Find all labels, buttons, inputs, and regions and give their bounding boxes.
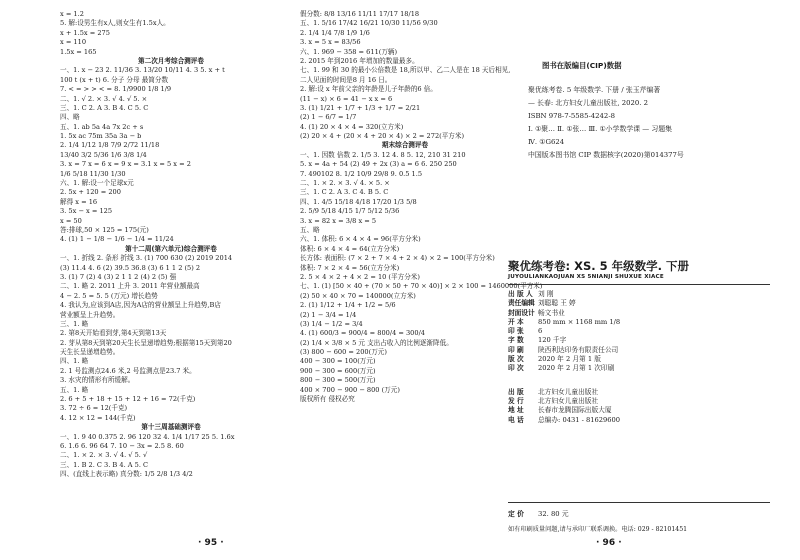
answer-line: 4. 12 × 12 = 144(千克) [60,413,136,422]
answer-line: 2. 5x + 120 = 200 [60,188,121,197]
colophon-row [508,299,770,308]
colophon-value: 6 [538,327,543,336]
cip-title: 图书在版编目(CIP)数据 [542,61,622,70]
answer-line: 二、1. × 2. × 3. √ 4. × 5. × [300,179,390,188]
answer-line: 七、1. 99 和 30 的最小公倍数是 18,所以甲、乙二人是在 18 天后相见, [300,66,511,75]
answer-line: 3. x = 7 x = 6 x = 9 x = 3.1 x = 5 x = 2 [60,160,191,169]
answer-line: (11 − x) × 6 = 41 − x x = 6 [300,94,393,103]
answer-line: (3) 800 − 600 = 200(万元) [300,348,387,357]
colophon-label: 发 行 [508,396,524,405]
answer-line: 900 − 300 = 600(万元) [300,366,376,375]
page-number-left: · 95 · [198,538,224,548]
answer-line: 6. 1.6 6. 96 64 7. 10 − 3x = 2.5 8. 60 [60,441,184,450]
colophon-row [508,388,770,397]
colophon-value: 850 mm × 1168 mm 1/8 [538,317,621,326]
colophon-label: 开 本 [508,317,524,326]
answer-line: 800 − 300 = 500(万元) [300,376,376,385]
answer-line: x = 1.2 [60,10,84,18]
answer-line: 体积: 7 × 2 × 4 = 56(立方分米) [300,263,400,272]
answer-line: 六、1. 969 − 358 = 611(万辆) [300,47,398,56]
answer-line: 五、1. 5/16 17/42 16/21 10/30 11/56 9/30 [300,19,438,28]
answer-line: 3. 水灾的情形有所缓解。 [60,376,135,385]
colophon-label: 责任编辑 [508,299,535,308]
colophon-label: 地 址 [508,406,524,415]
colophon-value: 刘 刚 [538,290,554,298]
answer-line: 三、1. B 2. C 3. B 4. A 5. C [60,460,149,469]
answer-line: (2) 50 × 40 × 70 = 140000(立方米) [300,291,416,300]
answer-line: x = 50 [60,216,82,225]
answer-line: 二、1. 略 2. 2011 上升 3. 2011 年营业额最高 [60,282,200,291]
answer-line: 三、1. 略 [60,319,89,328]
answer-line: 五、1. ab 5a 4a 7x 2c + s [60,122,144,131]
answer-line: 1. 5x ac 75m 35a 3a − b [60,132,142,141]
price-label: 定 价 [508,510,524,518]
answer-line: 400 − 300 = 100(万元) [300,357,376,366]
answer-line: 一、1. 因数 倍数 2. 1/5 3. 12 4. 8 5. 12, 210 31 210 [300,150,466,159]
answer-line: 2. 1 号监测点24.6 米,2 号监测点是23.7 米。 [60,366,196,375]
answer-line: 2. 5/9 5/18 4/15 1/7 5/12 5/36 [300,207,400,216]
colophon-value: 2020 年 2 月第 1 次印刷 [538,364,615,373]
colophon-row [508,364,770,373]
section-heading: 期末综合测评卷 [381,141,429,150]
section-heading: 第十三周基础测评卷 [141,423,201,432]
colophon-label: 字 数 [508,336,524,345]
answer-line: 7. 490102 8. 1/2 10/9 29/8 9. 0.5 1.5 [300,169,423,178]
colophon-label: 电 话 [508,415,524,424]
cip-line: Ⅰ. ①聚… Ⅱ. ①张… Ⅲ. ①小学数学课 — 习题集 [528,125,673,133]
colophon-row [508,309,770,318]
colophon-value: 刘聪聪 王 婷 [538,299,576,308]
section-heading: 第二次月考综合测评卷 [138,56,204,65]
answer-line: 四、略 [60,113,80,122]
colophon-value: 2020 年 2 月第 1 版 [538,355,601,364]
answer-line: 2. 5 × 4 × 2 + 4 × 2 = 10 (平方分米) [300,272,420,281]
answer-line: 二、1. √ 2. × 3. √ 4. √ 5. × [60,94,148,103]
answer-line: 长方体: 表面积: (7 × 2 + 7 × 4 + 2 × 4) × 2 = 100(平方分米) [300,254,495,263]
answer-line: 13/40 3/2 5/36 1/6 3/8 1/4 [60,150,147,159]
answer-line: 一、1. 9 40 0.375 2. 96 120 32 4. 1/4 1/17 25 5. 1.6x [60,432,235,441]
answer-line: 假分数: 8/8 13/16 11/11 17/17 18/18 [300,10,420,18]
answer-line: (3) 1/4 − 1/2 = 3/4 [300,319,363,328]
answer-line: 2. 解:设 x 年前父亲的年龄是儿子年龄的6 倍。 [300,85,437,94]
cip-line: ISBN 978-7-5585-4242-8 [528,112,616,120]
divider [508,284,770,285]
answer-line: (3) 11.4 4. 6 (2) 39.5 36.8 (3) 6 1 1 2 (5) 2 [60,263,201,272]
answer-line: 5. 解:设男生有x人,则女生有1.5x人。 [60,19,170,28]
answer-line: 一、1. x − 23 2. 11/36 3. 13/20 10/11 4. 3 5. x + t [60,66,225,75]
answer-line: 体积: 6 × 4 × 4 = 64(立方分米) [300,244,400,253]
cip-line: Ⅳ. ①G624 [528,138,565,146]
answer-line: 3. (1) 1/21 + 1/7 + 1/3 + 1/7 = 2/21 [300,103,421,112]
answer-line: 四、1. 4/5 15/18 4/18 17/20 1/3 5/8 [300,197,417,206]
answer-line: 五、1. 略 [60,385,89,394]
answer-line: 7. < = > > < = 8. 1/9900 1/8 1/9 [60,85,172,94]
colophon-row [508,416,770,425]
answer-line: 营业额呈上升趋势。 [60,310,120,319]
answer-line: 三、1. C 2. A 3. B 4. C 5. C [60,103,149,112]
colophon-value: 长春市龙腾国际出版大厦 [538,406,612,415]
answer-line: (2) 1 − 3/4 = 1/4 [300,310,357,319]
price-value: 32. 80 元 [538,510,569,518]
colophon-label: 封面设计 [508,308,535,317]
colophon-row [508,346,770,355]
colophon-row [508,397,770,406]
answer-line: 六、1. 体积: 6 × 4 × 4 = 96(平方分米) [300,235,421,244]
answer-line: 六、1. 解:设一个足球x元 [60,179,134,188]
colophon-label: 版 次 [508,355,524,364]
answer-line: 400 × 700 − 900 − 800 (万元) [300,385,400,394]
cip-line: 聚优练考卷. 5 年级数学. 下册 / 张玉芹编著 [528,86,661,94]
answer-line: 2. (1) 1/12 + 1/4 + 1/2 = 5/6 [300,301,396,310]
answer-line: 三、1. C 2. A 3. C 4. B 5. C [300,188,389,197]
colophon-label: 印 张 [508,327,524,336]
answer-line: 3. x = 5 x = 83/56 [300,38,361,47]
answer-line: 2. 2015 年到2016 年增加的数量最多。 [300,56,419,65]
answer-line: 4 − 2. 5 = 5. 5 (万元) 增长趋势 [60,291,158,300]
answer-line: (2) 20 × 4 + (20 × 4 + 20 × 4) × 2 = 272(平方米) [300,132,465,141]
colophon-value: 陕西利达印务有限责任公司 [538,345,619,354]
answer-line: x + 1.5x = 275 [60,28,110,37]
colophon-value: 北方妇女儿童出版社 [538,396,599,405]
answer-line: 2. 1/4 1/4 7/8 1/9 1/6 [300,28,370,37]
answer-line: 1/6 5/18 11/30 1/30 [60,169,126,178]
section-heading: 第十二周(第六单元)综合测评卷 [125,244,217,253]
cip-block [528,84,768,162]
cip-line: 中国版本图书馆 CIP 数据核字(2020)第014377号 [528,151,684,159]
divider [508,502,770,503]
colophon-label: 印 刷 [508,345,524,354]
answer-line: 天生长呈递增趋势。 [60,348,120,357]
quality-notice: 如有印刷质量问题,请与承印厂联系调换。电话: 029 - 82101451 [508,526,688,533]
answer-line: 5. x = 4a + 54 (2) 49 + 2x (3) a = 6 6. 250 250 [300,160,457,169]
answer-line: 四、1. 略 [60,357,89,366]
answer-line: 2. 芽从第8天到第20天生长呈递增趋势;根据第15天到第20 [60,338,232,347]
colophon-row [508,290,770,299]
colophon-row [508,336,770,345]
answer-line: 七、1. (1) [50 × 40 + (70 × 50 + 70 × 40)] × 2 × 100 = 1460000(平方米) [300,282,543,291]
answer-line: 二、1. × 2. × 3. √ 4. √ 5. √ [60,451,148,460]
colophon-value: 120 千字 [538,336,567,345]
colophon-label: 印 次 [508,364,524,373]
colophon-label: 出 版 [508,387,524,396]
answer-line: x = 110 [60,38,87,47]
colophon-value: 畅文书业 [538,308,565,317]
colophon-value: 总编办: 0431 - 81629600 [538,415,621,424]
left-answer-column [60,10,282,480]
answer-line: 二人见面的时间是8 月 16 日。 [300,75,392,84]
colophon-row [508,406,770,415]
answer-line: 3. 72 ÷ 6 = 12(千克) [60,404,128,413]
colophon-row [508,318,770,327]
page-number-right: · 96 · [596,538,622,548]
answer-line: 3. 5x − x = 125 [60,207,113,216]
colophon-title: 聚优练考卷: XS. 5 年级数学. 下册 [508,259,690,273]
answer-line: 4. (1) 600/3 = 900/4 = 800/4 = 300/4 [300,329,425,338]
answer-line: 2. 6 + 5 + 18 + 15 + 12 + 16 = 72(千克) [60,395,196,404]
answer-line: 五、略 [300,225,320,234]
colophon-label: 出 版 人 [508,290,533,298]
colophon-subtitle: JUYOULIANKAOJUAN XS 5NIANJI SHUXUE XIACE [508,274,664,280]
answer-line: 100 t (x + t) 6. 分子 分母 最简分数 [60,75,169,84]
answer-line: 4. (1) 1 − 1/8 − 1/6 − 1/4 = 11/24 [60,235,174,244]
colophon-details [508,290,770,425]
answer-line: 3. (1) 7 (2) 4 (3) 2 1 1 2 (4) 2 (5) 强 [60,272,177,281]
answer-line: 2. 第8天开始看到芽,第4天到第13天 [60,329,167,338]
colophon-value: 北方妇女儿童出版社 [538,387,599,396]
cip-line: — 长春: 北方妇女儿童出版社, 2020. 2 [528,99,649,107]
answer-line: 一、1. 折线 2. 条形 折线 3. (1) 700 630 (2) 2019 2014 [60,254,233,263]
answer-line: 4. 我认为,应该到A店,因为A店的营业额呈上升趋势,B店 [60,301,221,310]
answer-line: (2) 1 − 6/7 = 1/7 [300,113,357,122]
price-row [508,508,770,518]
answer-line: 1.5x = 165 [60,47,97,56]
answer-line: 答:排球,50 × 125 = 175(元) [60,225,149,234]
colophon-row [508,355,770,364]
answer-line: (2) 1/4 × 3/8 × 5 元 支出占收入的比例逐渐降低。 [300,338,453,347]
answer-line: 版权所有 侵权必究 [300,395,355,404]
answer-line: 解得 x = 16 [60,197,98,206]
answer-line: 2. 1/4 1/12 1/8 7/9 2/72 11/18 [60,141,160,150]
answer-line: 四、(直线上表示略) 真分数: 1/5 2/8 1/3 4/2 [60,470,193,479]
answer-line: 4. (1) 20 × 4 × 4 = 320(立方米) [300,122,404,131]
answer-line: 3. x = 82 x = 3/8 x = 5 [300,216,377,225]
